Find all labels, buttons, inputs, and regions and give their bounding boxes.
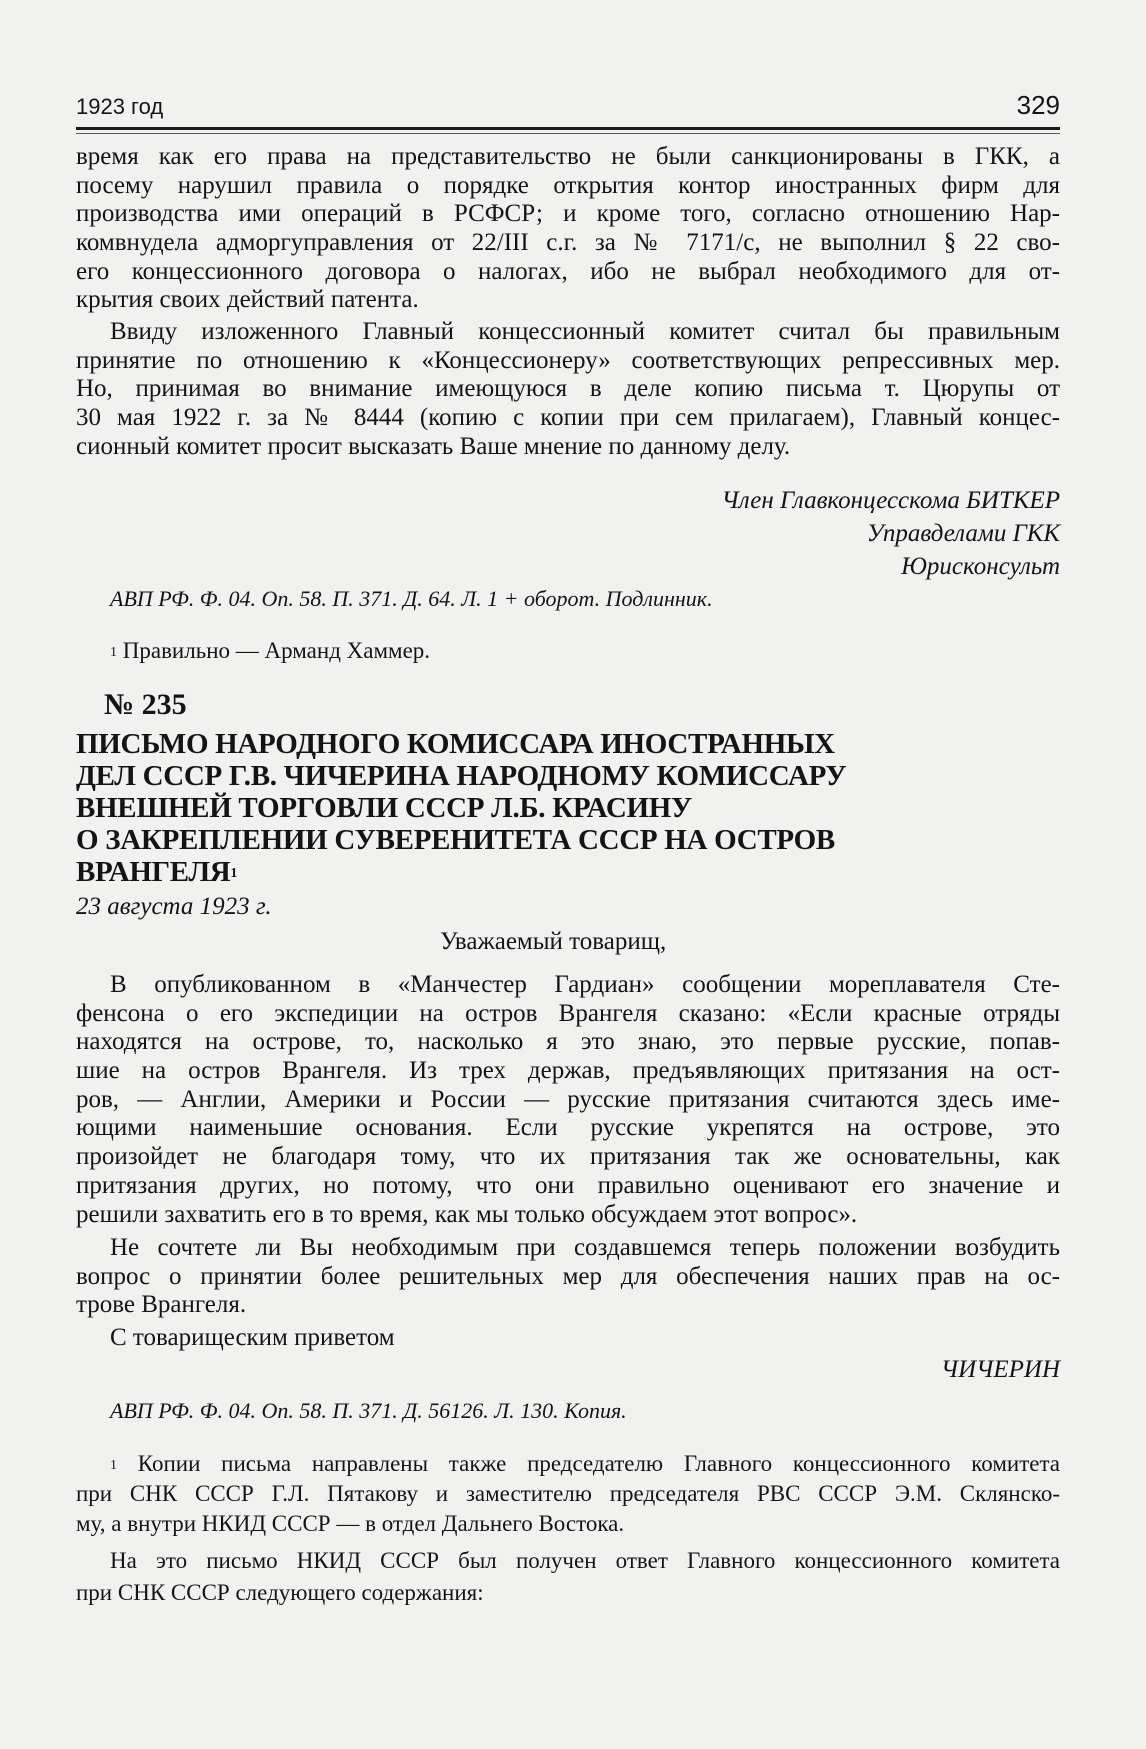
title-line: ДЕЛ СССР Г.В. ЧИЧЕРИНА НАРОДНОМУ КОМИССАРУ: [76, 760, 847, 792]
title-line: ВНЕШНЕЙ ТОРГОВЛИ СССР Л.Б. КРАСИНУ: [76, 792, 692, 824]
archive-source-top: АВП РФ. Ф. 04. Оп. 58. П. 371. Д. 64. Л. 1 + оборот. Подлинник.: [110, 586, 713, 611]
text-line: его концессионного договора о налогах, ибо не выбрал необходимого для от-: [76, 257, 1060, 285]
signature-line: Член Главконцесскома БИТКЕР: [721, 487, 1060, 514]
document-number: № 235: [104, 688, 187, 721]
text-line: ющими наименьшие основания. Если русские укрепятся на острове, это: [76, 1114, 1060, 1142]
signature: ЧИЧЕРИН: [940, 1356, 1060, 1383]
text-line: Но, принимая во внимание имеющуюся в деле копию письма т. Цюрупы от: [76, 375, 1060, 403]
text-line: комвнудела адморгуправления от 22/III с.г. за № 7171/с, не выполнил § 22 сво-: [76, 229, 1060, 257]
text-line: фенсона о его экспедиции на остров Врангеля сказано: «Если красные отряды: [76, 999, 1060, 1027]
text-line: сионный комитет просит высказать Ваше мнение по данному делу.: [76, 432, 791, 460]
footnote-mark: 1: [110, 1458, 117, 1473]
text-line: трове Врангеля.: [76, 1291, 247, 1319]
signature-block-top: [76, 484, 1060, 583]
running-title: 1923 год: [76, 94, 164, 119]
text-line: находятся на острове, то, насколько я это знаю, это первые русские, попав-: [76, 1028, 1060, 1056]
text-line: время как его права на представительство не были санкционированы в ГКК, а: [76, 143, 1060, 170]
document-date: 23 августа 1923 г.: [76, 893, 272, 920]
footnote-mark: 1: [230, 866, 238, 881]
running-header: [76, 90, 1060, 124]
text-line: при СНК СССР следующего содержания:: [76, 1580, 484, 1605]
archive-source: АВП РФ. Ф. 04. Оп. 58. П. 371. Д. 56126. Л. 130. Копия.: [110, 1398, 627, 1423]
footnote-line: при СНК СССР Г.Л. Пятакову и заместителю председателя РВС СССР Э.М. Склянско-: [76, 1481, 1060, 1506]
header-rule: [76, 127, 1060, 130]
text-line: Не сочтете ли Вы необходимым при создавшемся теперь положении возбудить: [110, 1234, 1060, 1261]
title-line: ВРАНГЕЛЯ: [76, 856, 231, 888]
editorial-note: [76, 1545, 1060, 1609]
text-line: 30 мая 1922 г. за № 8444 (копию с копии при сем прилагаем), Главный концес-: [76, 404, 1060, 432]
text-line: принятие по отношению к «Концессионеру» соответствующих репрессивных мер.: [76, 346, 1060, 374]
title-line: ПИСЬМО НАРОДНОГО КОМИССАРА ИНОСТРАННЫХ: [76, 728, 835, 760]
footnote-mark: 1: [110, 645, 117, 660]
text-line: производства ими операций в РСФСР; и кроме того, согласно отношению Нар-: [76, 200, 1060, 228]
paragraph-conclusion: [76, 318, 1060, 461]
signature-line: Юрисконсульт: [901, 553, 1060, 580]
letter-paragraph: [76, 971, 1060, 1229]
text-line: ров, — Англии, Америки и России — русские притязания считаются здесь име-: [76, 1085, 1060, 1113]
footnote-line: му, а внутри НКИД СССР — в отдел Дальнего Востока.: [76, 1511, 625, 1536]
letter-paragraph: [76, 1234, 1060, 1320]
header-rule-thin: [76, 133, 1060, 134]
text-line: В опубликованном в «Манчестер Гардиан» сообщении мореплавателя Сте-: [110, 971, 1060, 998]
signature-line: Управделами ГКК: [866, 520, 1060, 547]
text-line: вопрос о принятии более решительных мер для обеспечения наших прав на ос-: [76, 1262, 1060, 1290]
text-line: Ввиду изложенного Главный концессионный комитет считал бы правильным: [110, 318, 1060, 345]
title-line: О ЗАКРЕПЛЕНИИ СУВЕРЕНИТЕТА СССР НА ОСТРОВ: [76, 824, 835, 856]
closing: С товарищеским приветом: [110, 1324, 395, 1351]
footnote-line: Копии письма направлены также председателю Главного концессионного комитета: [137, 1451, 1061, 1476]
greeting: Уважаемый товарищ,: [440, 928, 667, 955]
text-line: шие на остров Врангеля. Из трех держав, предъявляющих притязания на ост-: [76, 1057, 1060, 1085]
footnote-text: Правильно — Арманд Хаммер.: [122, 638, 431, 663]
footnote: [76, 1449, 1060, 1539]
text-line: притязания других, но потому, что они правильно оценивают его значение и: [76, 1171, 1060, 1199]
text-line: На это письмо НКИД СССР был получен ответ Главного концессионного комитета: [110, 1548, 1060, 1573]
text-line: крытия своих действий патента.: [76, 286, 419, 314]
paragraph-continuation: [76, 143, 1060, 315]
text-line: посему нарушил правила о порядке открытия контор иностранных фирм для: [76, 171, 1060, 199]
text-line: решили захватить его в то время, как мы только обсуждаем этот вопрос».: [76, 1200, 858, 1228]
document-title: [76, 728, 1060, 888]
text-line: произойдет не благодаря тому, что их притязания так же основательны, как: [76, 1143, 1060, 1171]
page-number: 329: [1016, 90, 1060, 120]
footnote-top: [76, 636, 1094, 666]
